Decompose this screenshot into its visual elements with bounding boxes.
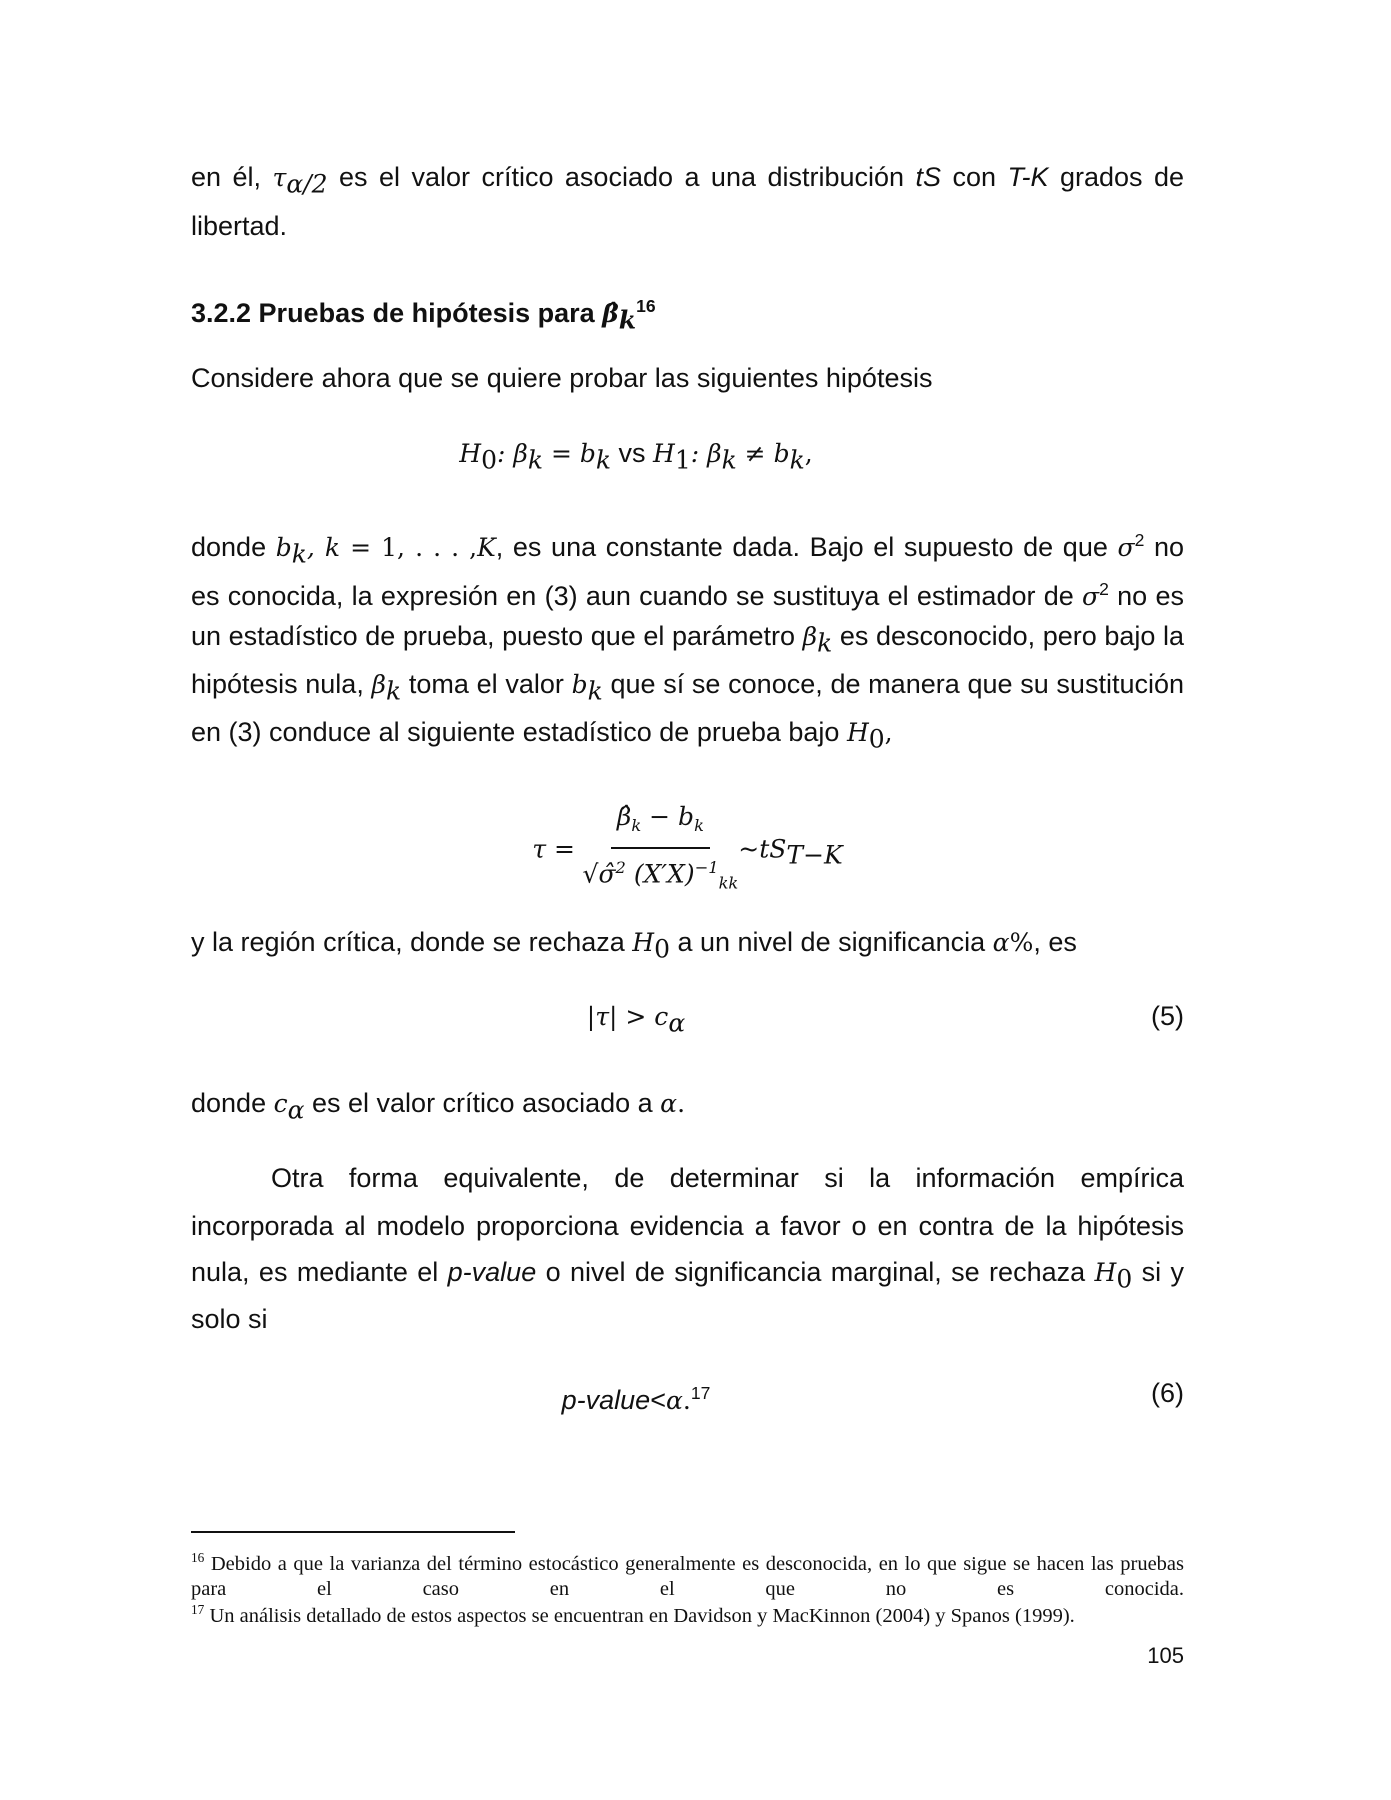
text-fragment: es el valor crítico asociado a [304, 1088, 661, 1118]
math-fragment: tS [915, 162, 941, 192]
math-fragment: k [587, 676, 603, 706]
math-fragment: T-K [1007, 162, 1049, 192]
text-fragment: incorporada al modelo proporciona evidencia a favor o en contra de la hipótesis [191, 1211, 1184, 1241]
tau-numerator [611, 800, 710, 849]
math-fragment: σ [1117, 533, 1135, 562]
math-fragment: 0 [868, 724, 885, 754]
math-fragment: k [291, 539, 307, 569]
math-fragment: H [653, 439, 675, 468]
text-fragment: donde [191, 532, 276, 562]
footnote-text: Un análisis detallado de estos aspectos se encuentran en Davidson y MacKinnon (2004) y Spanos (1999). [209, 1604, 1075, 1627]
sup: 2 [615, 858, 626, 877]
text-line [271, 1161, 1184, 1195]
math-fragment: α [992, 928, 1010, 957]
text-line [191, 1209, 1184, 1243]
tau-lhs: τ = [532, 834, 576, 864]
text-fragment: en él, [191, 162, 273, 192]
text-fragment: , es [1033, 927, 1077, 957]
equation [191, 1376, 1081, 1418]
math-fragment: k [386, 676, 402, 706]
footnote-number: 16 [191, 1550, 205, 1565]
math-fragment: k [527, 445, 543, 475]
math-fragment: . [677, 1089, 686, 1118]
math-fragment: α [665, 1386, 683, 1415]
footnote-text: Debido a que la varianza del término estocástico generalmente es desconocida, en lo que sigue se hacen las pruebas para el caso en el que no es conocida. [191, 1552, 1185, 1600]
tau-rhs-sub: T−K [786, 840, 843, 870]
math-fragment: 2 [1099, 579, 1109, 599]
sub: kk [718, 873, 739, 893]
math-fragment: = 1, . . . , [340, 533, 478, 562]
tau-fraction [583, 800, 739, 900]
tau-denominator [583, 849, 739, 900]
text-fragment: vs [611, 438, 654, 468]
math-fragment: k [618, 305, 637, 335]
math-fragment: 0 [1116, 1264, 1133, 1294]
math-fragment: α [668, 1008, 686, 1038]
beta-hat: β̂ [616, 802, 632, 831]
math-fragment: β̂ [602, 299, 619, 328]
math-fragment: b [275, 533, 292, 562]
text-line [191, 523, 1184, 571]
math-fragment: 1 [674, 445, 691, 475]
math-fragment: , [884, 718, 893, 747]
text-fragment: toma el valor [401, 669, 572, 699]
sub: k [694, 816, 704, 835]
math-fragment: % [1009, 928, 1034, 957]
text-fragment: < [650, 1385, 666, 1415]
math-fragment: H [459, 439, 482, 468]
math-fragment: |τ| > c [586, 1002, 669, 1031]
math-fragment: k [789, 445, 805, 475]
text-fragment: con [941, 162, 1008, 192]
text-line [191, 925, 1184, 966]
text-fragment: un estadístico de prueba, puesto que el parámetro [191, 621, 803, 651]
text-line [191, 1086, 1184, 1127]
equation-number: (5) [1151, 1001, 1184, 1031]
math-fragment: H [632, 928, 655, 957]
math-fragment: ≠ b [736, 439, 790, 468]
text-fragment: libertad. [191, 211, 288, 241]
text-line [191, 1302, 1184, 1336]
math-fragment: p-value [447, 1257, 537, 1287]
equation [191, 436, 1081, 477]
math-fragment: b [571, 670, 588, 699]
math-fragment: , [804, 439, 813, 468]
math-fragment: c [273, 1089, 288, 1118]
math-fragment: : β [690, 439, 722, 468]
text-fragment: donde [191, 1088, 274, 1118]
sup: −1 [694, 858, 719, 877]
math-fragment: , k [306, 533, 341, 562]
math-fragment: : β [497, 439, 528, 468]
text-line [191, 1255, 1184, 1296]
math-fragment: α [287, 1095, 305, 1125]
tau-rhs: ~tS [738, 834, 787, 864]
math-fragment: σ [1082, 582, 1100, 611]
math-fragment: k [595, 445, 612, 475]
math-fragment: 2 [1134, 530, 1145, 550]
math-fragment: p-value [561, 1385, 651, 1415]
text-fragment: nula, es mediante el [191, 1257, 448, 1287]
math-fragment: H [1094, 1258, 1117, 1287]
text-line [191, 209, 1184, 243]
text-line [191, 619, 1184, 660]
math-fragment: τ [272, 163, 287, 192]
math-fragment: α [660, 1089, 678, 1118]
text-fragment: Otra forma equivalente, de determinar si la información empírica [271, 1163, 1184, 1193]
text-line [191, 160, 1184, 201]
text-fragment: Considere ahora que se quiere probar las siguientes hipótesis [191, 363, 933, 393]
math-fragment: H [846, 718, 869, 747]
footnote-rule [191, 1531, 515, 1533]
text-fragment: o nivel de significancia marginal, se rechaza [536, 1257, 1095, 1287]
text-fragment: que sí se conoce, de manera que su sustitución [602, 669, 1184, 699]
math-fragment: 16 [636, 296, 656, 316]
sqrt-sigma-hat: √σ̂ [582, 859, 616, 889]
math-fragment: 0 [654, 934, 670, 964]
text-fragment: en (3) conduce al siguiente estadístico de prueba bajo [191, 717, 847, 747]
text-fragment: solo si [191, 1304, 268, 1334]
xx-matrix: (X′X) [625, 859, 695, 889]
text-fragment: no es [1108, 581, 1184, 611]
math-fragment: k [817, 628, 833, 658]
math-fragment: 0 [481, 445, 498, 475]
math-fragment: β [802, 622, 818, 651]
text-fragment: hipótesis nula, [191, 669, 372, 699]
math-fragment: = b [543, 439, 596, 468]
text-line [191, 715, 1184, 756]
equation [191, 999, 1081, 1040]
text-fragment: grados de [1048, 162, 1184, 192]
math-fragment: β [371, 670, 386, 699]
minus-b: − b [641, 802, 695, 831]
text-fragment: , es una constante dada. Bajo el supuesto de que [495, 532, 1118, 562]
text-fragment: 3.2.2 Pruebas de hipótesis para [191, 298, 603, 328]
text-fragment: y la región crítica, donde se rechaza [191, 927, 633, 957]
footnote-17 [191, 1597, 1184, 1629]
math-fragment: 17 [690, 1383, 711, 1403]
footnote-number: 17 [191, 1602, 205, 1617]
page-number: 105 [1147, 1643, 1184, 1668]
text-fragment: es el valor crítico asociado a una distribución [327, 162, 916, 192]
text-line [191, 572, 1184, 614]
section-heading [191, 289, 1184, 337]
text-fragment: a un nivel de significancia [669, 927, 993, 957]
text-line [191, 667, 1184, 708]
sub: k [631, 816, 642, 835]
math-fragment: K [477, 533, 496, 562]
text-line [191, 361, 1184, 395]
math-fragment: α/2 [286, 169, 328, 199]
text-fragment: no [1144, 532, 1184, 562]
tau-equation [191, 800, 1184, 900]
equation-number: (6) [1151, 1378, 1184, 1408]
text-fragment: es conocida, la expresión en (3) aun cuando se sustituya el estimador de [191, 581, 1083, 611]
text-fragment: es desconocido, pero bajo la [832, 621, 1184, 651]
math-fragment: . [682, 1386, 691, 1415]
text-fragment: si y [1132, 1257, 1184, 1287]
footnote-16 [191, 1545, 1184, 1602]
math-fragment: k [721, 445, 737, 475]
